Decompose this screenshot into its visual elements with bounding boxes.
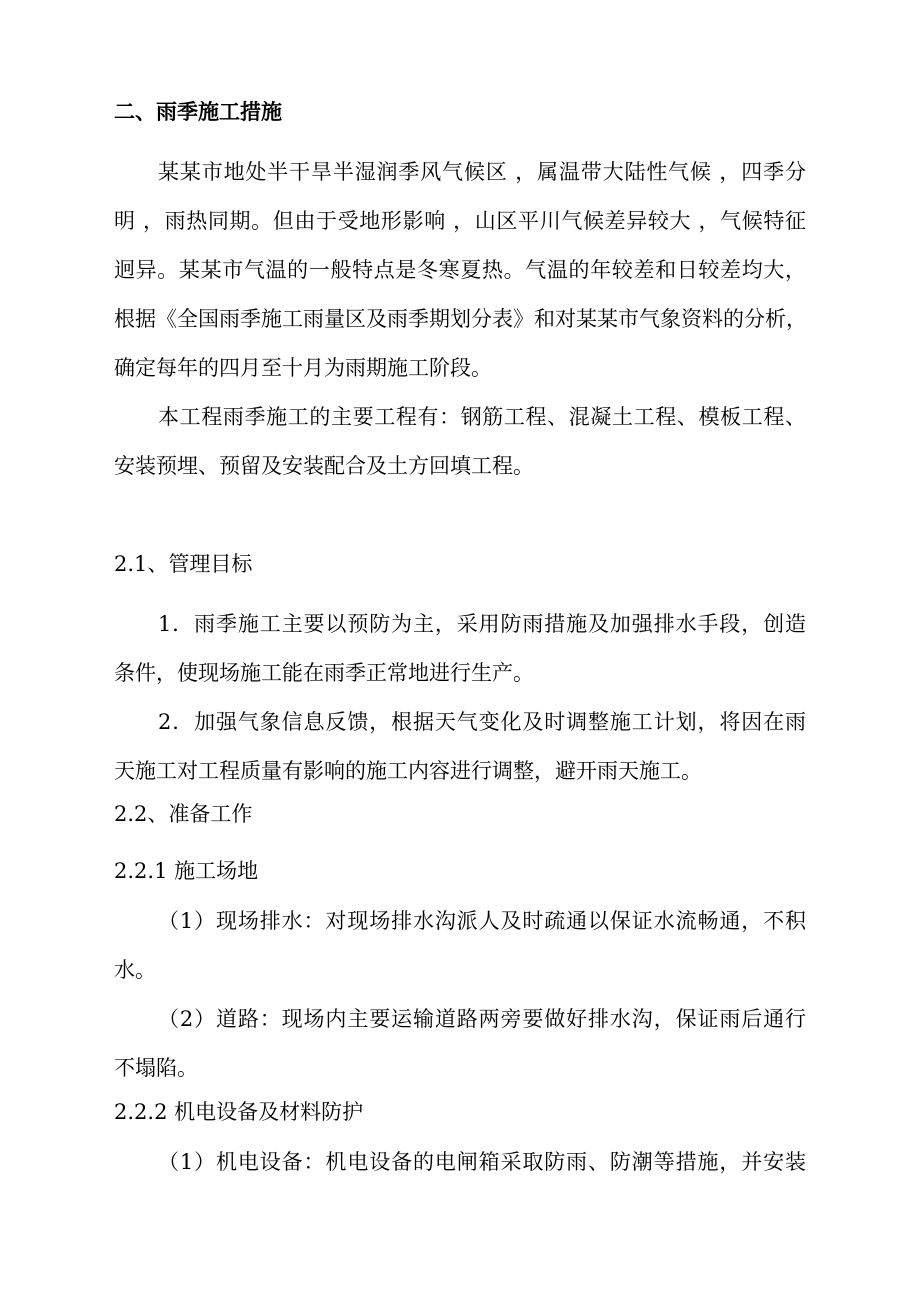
s21-item-1-line-2: 条件，使现场施工能在雨季正常地进行生产。 xyxy=(114,661,534,685)
s221-item-1-line-2: 水。 xyxy=(114,958,156,982)
intro-paragraph-1-line-5: 确定每年的四月至十月为雨期施工阶段。 xyxy=(114,356,492,380)
s222-item-1-line-1: （1）机电设备：机电设备的电闸箱采取防雨、防潮等措施，并安装 xyxy=(158,1150,806,1174)
heading-2-2-2: 2.2.2 机电设备及材料防护 xyxy=(114,1100,364,1124)
intro-paragraph-2-line-2: 安装预埋、预留及安装配合及土方回填工程。 xyxy=(114,454,534,478)
s21-item-2-line-1: 2．加强气象信息反馈，根据天气变化及时调整施工计划，将因在雨 xyxy=(158,710,806,734)
s21-item-1-line-1: 1．雨季施工主要以预防为主，采用防雨措施及加强排水手段，创造 xyxy=(158,612,806,636)
heading-2-2: 2.2、准备工作 xyxy=(114,802,253,826)
s21-item-2-line-2: 天施工对工程质量有影响的施工内容进行调整，避开雨天施工。 xyxy=(114,759,702,783)
intro-paragraph-1-line-1: 某某市地处半干旱半湿润季风气候区 ，属温带大陆性气候 ，四季分 xyxy=(158,160,806,184)
section-title: 二、雨季施工措施 xyxy=(114,100,282,124)
intro-paragraph-2-line-1: 本工程雨季施工的主要工程有：钢筋工程、混凝土工程、模板工程、 xyxy=(158,405,806,429)
intro-paragraph-1-line-4: 根据《全国雨季施工雨量区及雨季期划分表》和对某某市气象资料的分析， xyxy=(114,307,807,331)
heading-2-2-1: 2.2.1 施工场地 xyxy=(114,859,259,883)
s221-item-1-line-1: （1）现场排水：对现场排水沟派人及时疏通以保证水流畅通，不积 xyxy=(158,909,806,933)
s221-item-2-line-2: 不塌陷。 xyxy=(114,1056,198,1080)
intro-paragraph-1-line-3: 迥异。某某市气温的一般特点是冬寒夏热。气温的年较差和日较差均大， xyxy=(114,258,806,282)
heading-2-1: 2.1、管理目标 xyxy=(114,552,253,576)
s221-item-2-line-1: （2）道路：现场内主要运输道路两旁要做好排水沟，保证雨后通行 xyxy=(158,1007,806,1031)
intro-paragraph-1-line-2: 明 ，雨热同期。但由于受地形影响 ，山区平川气候差异较大 ，气候特征 xyxy=(114,209,806,233)
